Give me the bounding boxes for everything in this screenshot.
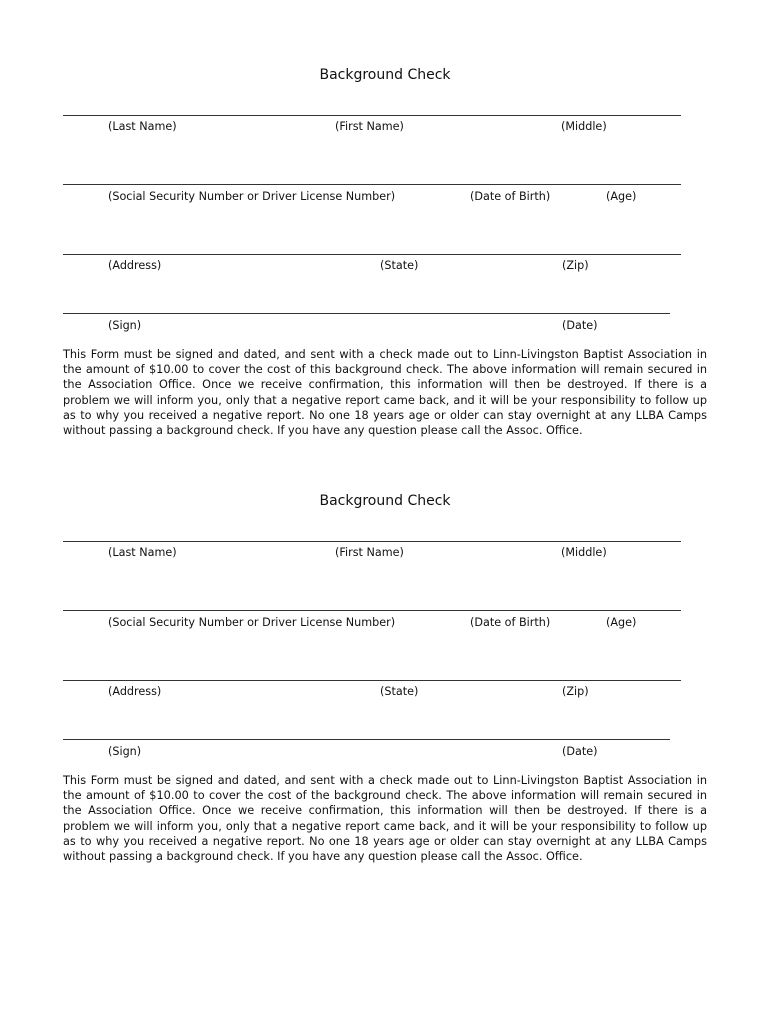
state-label: (State)	[380, 259, 419, 272]
middle-name-label: (Middle)	[561, 546, 607, 559]
last-name-label: (Last Name)	[108, 546, 177, 559]
last-name-label: (Last Name)	[108, 120, 177, 133]
form-title: Background Check	[319, 493, 451, 509]
first-name-label: (First Name)	[335, 546, 404, 559]
dob-label: (Date of Birth)	[470, 190, 551, 203]
address-label: (Address)	[108, 259, 162, 272]
background-check-form	[0, 0, 770, 438]
middle-name-label: (Middle)	[561, 120, 607, 133]
first-name-label: (First Name)	[335, 120, 404, 133]
signature-line[interactable]	[63, 313, 670, 314]
date-label: (Date)	[562, 745, 598, 758]
instructions-paragraph: This Form must be signed and dated, and sent with a check made out to Linn-Livingston Baptist Association in the amount of $10.00 to cover the cost of the background check. The above information will remain secured in the Association Office. Once we receive confirmation, this information will then be destroyed. If there is a problem we will inform you, only that a negative report came back, and it will be your responsibility to follow up as to why you received a negative report. No one 18 years age or older can stay overnight at any LLBA Camps without passing a background check. If you have any question please call the Assoc. Office.	[63, 774, 707, 864]
signature-line[interactable]	[63, 739, 670, 740]
age-label: (Age)	[606, 190, 637, 203]
age-label: (Age)	[606, 616, 637, 629]
zip-label: (Zip)	[562, 685, 589, 698]
dob-label: (Date of Birth)	[470, 616, 551, 629]
sign-label: (Sign)	[108, 319, 142, 332]
address-label: (Address)	[108, 685, 162, 698]
address-line[interactable]	[63, 254, 681, 255]
address-line[interactable]	[63, 680, 681, 681]
ssn-dl-label: (Social Security Number or Driver License Number)	[108, 190, 396, 203]
zip-label: (Zip)	[562, 259, 589, 272]
instructions-paragraph: This Form must be signed and dated, and sent with a check made out to Linn-Livingston Baptist Association in the amount of $10.00 to cover the cost of this background check. The above information will remain secured in the Association Office. Once we receive confirmation, this information will then be destroyed. If there is a problem we will inform you, only that a negative report came back, and it will be your responsibility to follow up as to why you received a negative report. No one 18 years age or older can stay overnight at any LLBA Camps without passing a background check. If you have any question please call the Assoc. Office.	[63, 348, 707, 438]
name-line[interactable]	[63, 541, 681, 542]
id-line[interactable]	[63, 184, 681, 185]
state-label: (State)	[380, 685, 419, 698]
background-check-form	[0, 426, 770, 864]
name-line[interactable]	[63, 115, 681, 116]
id-line[interactable]	[63, 610, 681, 611]
form-title: Background Check	[319, 67, 451, 83]
date-label: (Date)	[562, 319, 598, 332]
sign-label: (Sign)	[108, 745, 142, 758]
ssn-dl-label: (Social Security Number or Driver License Number)	[108, 616, 396, 629]
